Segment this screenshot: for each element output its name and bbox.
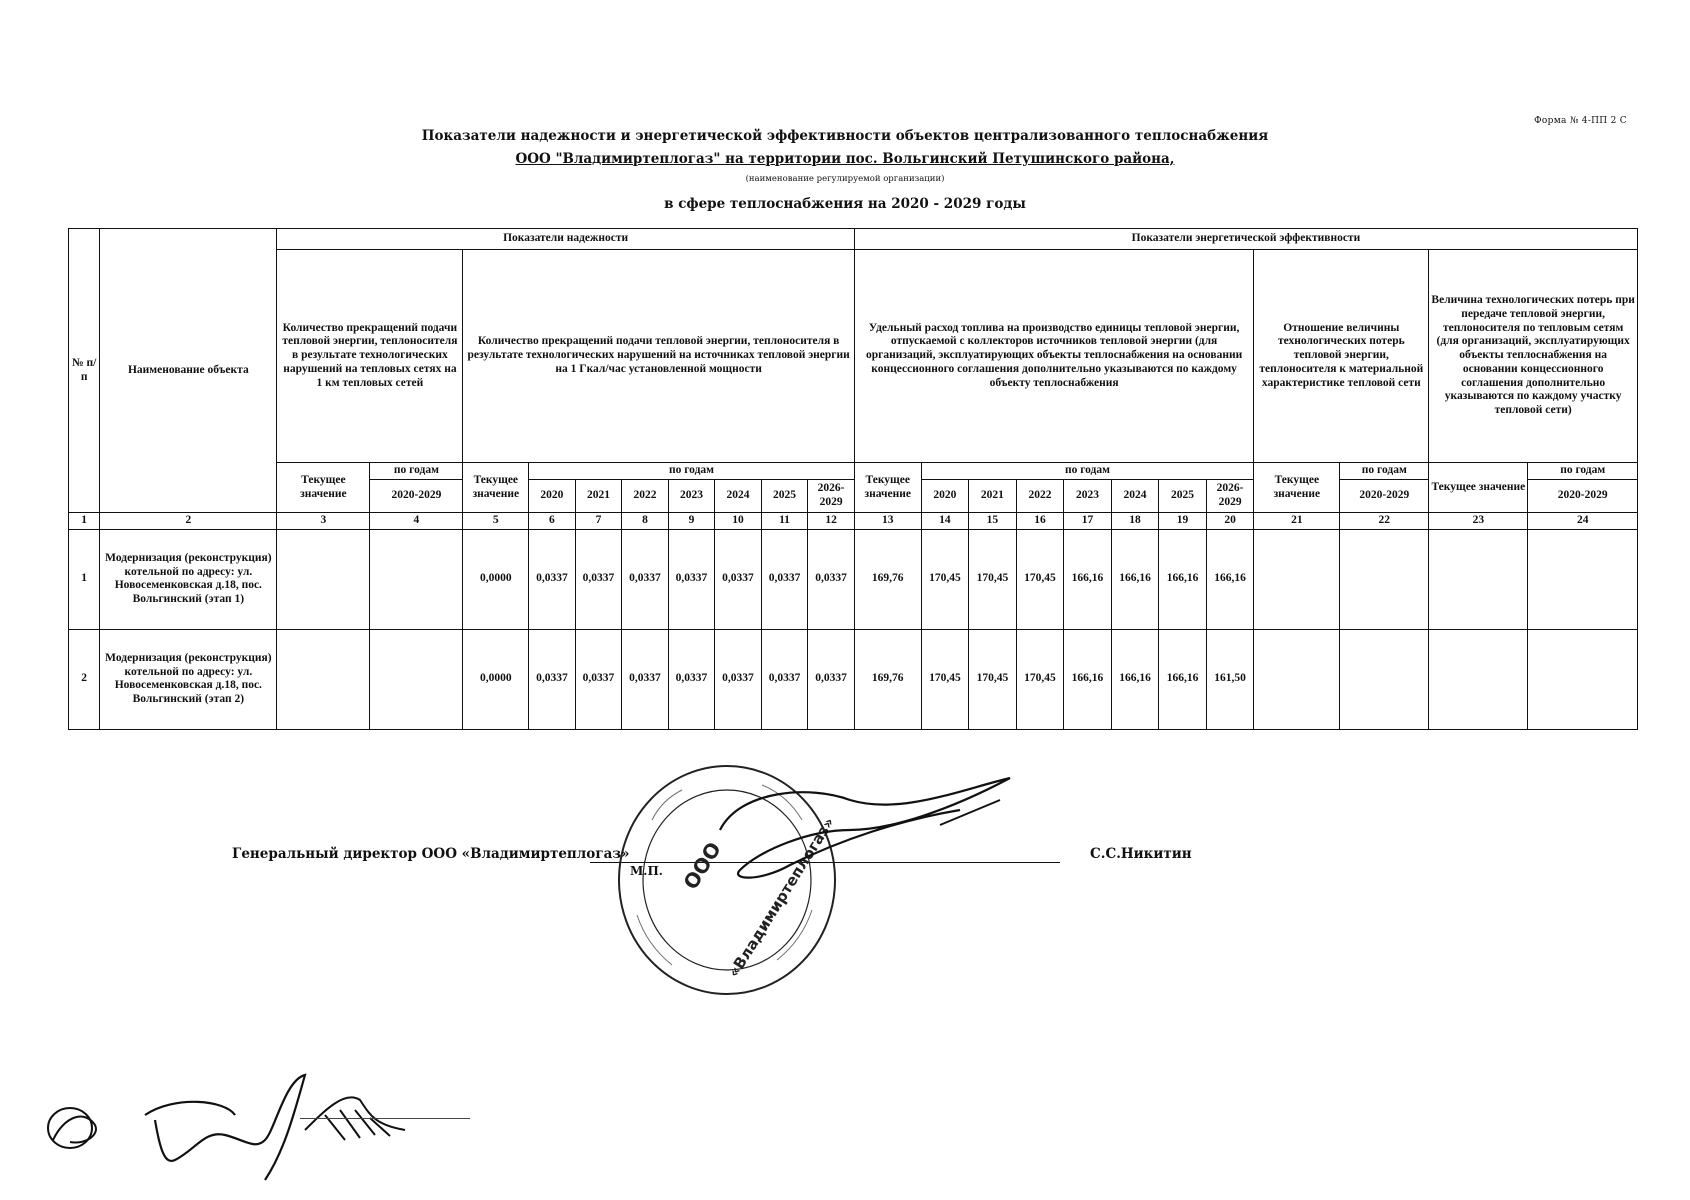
column-number: 10: [715, 513, 762, 530]
column-number: 11: [761, 513, 808, 530]
year-header: 2024: [715, 480, 762, 513]
cell: [277, 529, 370, 629]
column-number: 6: [529, 513, 576, 530]
year-header: 2026-2029: [1206, 480, 1254, 513]
cell: 0,0337: [622, 629, 669, 729]
organization-line: [0, 151, 1690, 167]
desc-losses-value: Величина технологических потерь при передаче тепловой энергии, теплоносителя по тепловым сетям (для организаций, эксплуатирующих объекты теплоснабжения на основании концессионного соглашения дополнительно указываются по каждому участку тепловой сети): [1429, 250, 1638, 463]
by-years-header: по годам: [1528, 463, 1638, 480]
table-row: [69, 629, 1638, 729]
cell: [1528, 529, 1638, 629]
column-number: 18: [1111, 513, 1159, 530]
cell: 166,16: [1111, 529, 1159, 629]
cell: 161,50: [1206, 629, 1254, 729]
cell: 170,45: [921, 529, 969, 629]
cell: 166,16: [1206, 529, 1254, 629]
years-range-header: 2020-2029: [1528, 480, 1638, 513]
column-number: 7: [575, 513, 622, 530]
director-name: С.С.Никитин: [1090, 846, 1192, 862]
column-number: 8: [622, 513, 669, 530]
cell: 170,45: [921, 629, 969, 729]
director-signature: [700, 770, 1110, 890]
bottom-line: [300, 1118, 470, 1119]
cell: 0,0337: [761, 529, 808, 629]
cell: 0,0337: [668, 629, 715, 729]
column-number: 1: [69, 513, 100, 530]
cell: 0,0337: [575, 529, 622, 629]
cell: [1340, 629, 1429, 729]
year-header: 2022: [622, 480, 669, 513]
column-number: 24: [1528, 513, 1638, 530]
year-header: 2021: [969, 480, 1017, 513]
column-number: 13: [854, 513, 921, 530]
current-value-header: Текущее значение: [463, 463, 529, 513]
object-name: Модернизация (реконструкция) котельной по адресу: ул. Новосеменковская д.18, пос. Вольгинский (этап 1): [100, 529, 277, 629]
cell: 0,0337: [808, 529, 855, 629]
group-reliability: Показатели надежности: [277, 229, 855, 250]
stamp-place-label: М.П.: [630, 864, 663, 878]
column-numbers-row: [69, 513, 1638, 530]
cell: 0,0000: [463, 629, 529, 729]
desc-networks: Количество прекращений подачи тепловой энергии, теплоносителя в результате технологических нарушений на тепловых сетях на 1 км тепловых сетей: [277, 250, 463, 463]
year-header: 2020: [529, 480, 576, 513]
initials-signatures: [25, 1070, 475, 1190]
cell: 170,45: [1016, 529, 1064, 629]
cell: 0,0337: [529, 629, 576, 729]
director-position: Генеральный директор ООО «Владимиртеплогаз»: [232, 846, 630, 862]
cell: 0,0337: [715, 629, 762, 729]
period-title: в сфере теплоснабжения на 2020 - 2029 годы: [664, 196, 1026, 212]
seal-text-ooo: ООО: [678, 837, 726, 894]
column-number: 5: [463, 513, 529, 530]
seal-text-org: «Владимиртеплогаз»: [724, 813, 839, 981]
desc-losses-ratio: Отношение величины технологических потерь тепловой энергии, теплоносителя к материальной характеристике тепловой сети: [1254, 250, 1429, 463]
cell: 0,0337: [529, 529, 576, 629]
cell: 169,76: [854, 529, 921, 629]
year-header: 2021: [575, 480, 622, 513]
cell: 166,16: [1159, 529, 1207, 629]
column-number: 3: [277, 513, 370, 530]
desc-fuel: Удельный расход топлива на производство единицы тепловой энергии, отпускаемой с коллекторов источников тепловой энергии (для организаций, эксплуатирующих объекты теплоснабжения на основании концессионного соглашения дополнительно указываются по каждому объекту теплоснабжения: [854, 250, 1253, 463]
column-number: 2: [100, 513, 277, 530]
cell: [1254, 529, 1340, 629]
column-number: 19: [1159, 513, 1207, 530]
indicators-table: [68, 228, 1638, 730]
column-number: 15: [969, 513, 1017, 530]
years-range-header: 2020-2029: [1340, 480, 1429, 513]
current-value-header: Текущее значение: [277, 463, 370, 513]
desc-sources: Количество прекращений подачи тепловой энергии, теплоносителя в результате технологических нарушений на источниках тепловой энергии на 1 Гкал/час установленной мощности: [463, 250, 854, 463]
col-header-name: Наименование объекта: [100, 229, 277, 513]
cell: [277, 629, 370, 729]
cell: [1254, 629, 1340, 729]
by-years-header: по годам: [1340, 463, 1429, 480]
cell: 169,76: [854, 629, 921, 729]
year-header: 2022: [1016, 480, 1064, 513]
cell: [1528, 629, 1638, 729]
object-name: Модернизация (реконструкция) котельной по адресу: ул. Новосеменковская д.18, пос. Вольгинский (этап 2): [100, 629, 277, 729]
cell: 170,45: [1016, 629, 1064, 729]
form-number: Форма № 4-ПП 2 С: [1534, 116, 1627, 126]
organization-caption: (наименование регулируемой организации): [745, 174, 945, 184]
year-header: 2025: [761, 480, 808, 513]
row-number: 1: [69, 529, 100, 629]
column-number: 23: [1429, 513, 1528, 530]
cell: 170,45: [969, 629, 1017, 729]
cell: [1429, 629, 1528, 729]
year-header: 2026-2029: [808, 480, 855, 513]
year-header: 2025: [1159, 480, 1207, 513]
column-number: 17: [1064, 513, 1112, 530]
column-number: 14: [921, 513, 969, 530]
column-number: 16: [1016, 513, 1064, 530]
cell: 166,16: [1064, 529, 1112, 629]
col-header-no: № п/п: [69, 229, 100, 513]
table-row: [69, 529, 1638, 629]
cell: 0,0337: [808, 629, 855, 729]
cell: 0,0337: [761, 629, 808, 729]
cell: [1429, 529, 1528, 629]
cell: 0,0337: [622, 529, 669, 629]
by-years-header: по годам: [370, 463, 463, 480]
cell: 0,0000: [463, 529, 529, 629]
current-value-header: Текущее значение: [1429, 463, 1528, 513]
column-number: 9: [668, 513, 715, 530]
column-number: 22: [1340, 513, 1429, 530]
cell: [370, 629, 463, 729]
column-number: 12: [808, 513, 855, 530]
column-number: 4: [370, 513, 463, 530]
row-number: 2: [69, 629, 100, 729]
cell: [1340, 529, 1429, 629]
current-value-header: Текущее значение: [1254, 463, 1340, 513]
group-efficiency: Показатели энергетической эффективности: [854, 229, 1637, 250]
cell: 166,16: [1159, 629, 1207, 729]
cell: 0,0337: [575, 629, 622, 729]
year-header: 2023: [668, 480, 715, 513]
column-number: 20: [1206, 513, 1254, 530]
cell: 0,0337: [715, 529, 762, 629]
current-value-header: Текущее значение: [854, 463, 921, 513]
years-range-header: 2020-2029: [370, 480, 463, 513]
year-header: 2020: [921, 480, 969, 513]
organization-name: ООО "Владимиртеплогаз" на территории пос. Вольгинский Петушинского района,: [515, 151, 1175, 167]
document-title: Показатели надежности и энергетической эффективности объектов централизованного теплоснабжения: [421, 128, 1269, 144]
by-years-header: по годам: [529, 463, 855, 480]
cell: 0,0337: [668, 529, 715, 629]
column-number: 21: [1254, 513, 1340, 530]
cell: [370, 529, 463, 629]
cell: 166,16: [1111, 629, 1159, 729]
by-years-header: по годам: [921, 463, 1254, 480]
year-header: 2024: [1111, 480, 1159, 513]
year-header: 2023: [1064, 480, 1112, 513]
cell: 166,16: [1064, 629, 1112, 729]
cell: 170,45: [969, 529, 1017, 629]
